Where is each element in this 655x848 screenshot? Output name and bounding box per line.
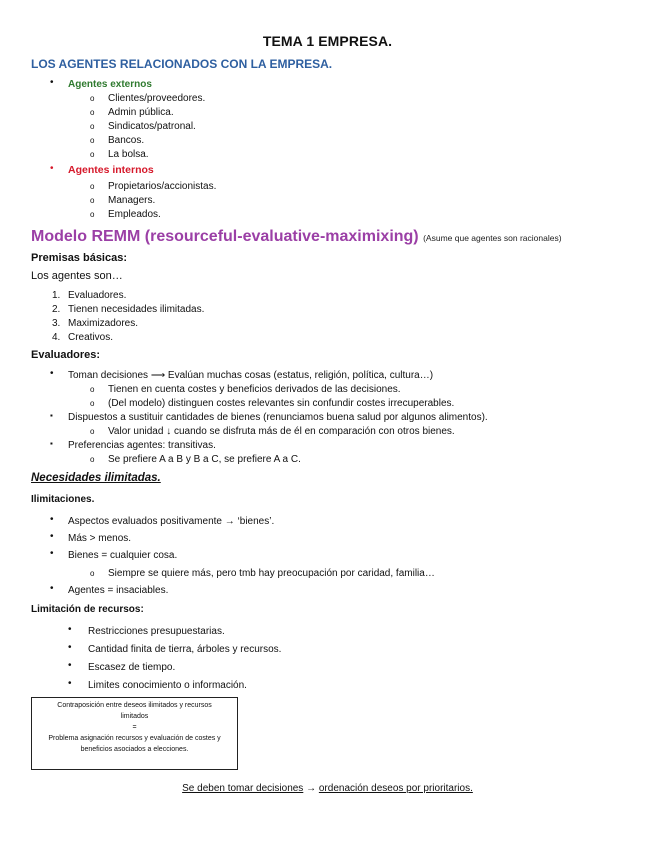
remm-note: (Asume que agentes son racionales) (423, 233, 562, 243)
circle-bullet: o (90, 182, 95, 191)
necesidades-b3-sub: Siempre se quiere más, pero tmb hay preocupación por caridad, familia… (108, 568, 435, 579)
remm-heading (31, 228, 562, 246)
circle-bullet: o (90, 122, 95, 131)
evaluadores-b1-sub: (Del modelo) distinguen costes relevantes sin confundir costes irrecuperables. (108, 398, 455, 409)
evaluadores-b1: Toman decisiones ⟶ Evalúan muchas cosas (estatus, religión, política, cultura…) (68, 370, 434, 381)
bullet-dot: • (68, 642, 72, 653)
summary-box (31, 697, 238, 770)
evaluadores-b2-sub: Valor unidad ↓ cuando se disfruta más de él en comparación con otros bienes. (108, 426, 455, 437)
remm-title: Modelo REMM (resourceful-evaluative-maximixing) (31, 228, 419, 245)
premisa-num: 4. (52, 332, 61, 343)
circle-bullet: o (90, 385, 95, 394)
arrow-icon: → (306, 783, 317, 794)
externos-item: Sindicatos/patronal. (108, 121, 196, 132)
externos-item: Bancos. (108, 135, 145, 146)
evaluadores-b3-sub: Se prefiere A a B y B a C, se prefiere A a C. (108, 454, 301, 465)
evaluadores-b3: Preferencias agentes: transitivas. (68, 440, 216, 451)
conclusion-part2: ordenación deseos por prioritarios. (318, 783, 473, 794)
bullet-dot: • (50, 583, 54, 594)
limitacion-item: Cantidad finita de tierra, árboles y recursos. (88, 644, 282, 655)
box-line: limitados (120, 713, 149, 720)
box-line: Problema asignación recursos y evaluación de costes y (48, 735, 221, 742)
premisa-text: Maximizadores. (68, 318, 139, 329)
circle-bullet: o (90, 399, 95, 408)
bullet-dot: • (50, 548, 54, 559)
premisa-text: Creativos. (68, 332, 114, 343)
necesidades-b4: Agentes = insaciables. (68, 585, 169, 596)
internos-item: Managers. (108, 195, 156, 206)
ilimitaciones-heading: Ilimitaciones. (31, 494, 95, 505)
necesidades-b2: Más > menos. (68, 533, 132, 544)
circle-bullet: o (90, 108, 95, 117)
square-bullet: ▪ (50, 411, 53, 420)
bullet-dot: • (68, 660, 72, 671)
square-bullet: ▪ (50, 439, 53, 448)
premisa-num: 1. (52, 290, 61, 301)
circle-bullet: o (90, 569, 95, 578)
box-line: = (132, 724, 137, 731)
necesidades-b1: Aspectos evaluados positivamente → ‘bienes’. (68, 516, 275, 527)
bullet-dot: • (68, 624, 72, 635)
externos-item: La bolsa. (108, 149, 149, 160)
limitacion-item: Escasez de tiempo. (88, 662, 176, 673)
internos-item: Empleados. (108, 209, 161, 220)
externos-item: Admin pública. (108, 107, 174, 118)
circle-bullet: o (90, 455, 95, 464)
necesidades-heading: Necesidades ilimitadas. (31, 472, 161, 484)
bullet-dot: • (50, 531, 54, 542)
evaluadores-b1-sub: Tienen en cuenta costes y beneficios derivados de las decisiones. (108, 384, 401, 395)
evaluadores-b2: Dispuestos a sustituir cantidades de bienes (renunciamos buena salud por algunos alimentos). (68, 412, 488, 423)
page-title: TEMA 1 EMPRESA. (262, 33, 393, 49)
conclusion-part1: Se deben tomar decisiones (182, 783, 304, 794)
circle-bullet: o (90, 210, 95, 219)
bullet-dot: • (50, 77, 54, 88)
bullet-dot: • (50, 368, 54, 379)
limitacion-item: Limites conocimiento o información. (88, 680, 247, 691)
externos-item: Clientes/proveedores. (108, 93, 206, 104)
premisas-intro: Los agentes son… (31, 270, 123, 282)
evaluadores-heading: Evaluadores: (31, 349, 101, 361)
limitacion-heading: Limitación de recursos: (31, 604, 144, 615)
box-line: beneficios asociados a elecciones. (80, 746, 189, 753)
limitacion-item: Restricciones presupuestarias. (88, 626, 225, 637)
necesidades-b3: Bienes = cualquier cosa. (68, 550, 178, 561)
circle-bullet: o (90, 150, 95, 159)
circle-bullet: o (90, 196, 95, 205)
circle-bullet: o (90, 94, 95, 103)
premisa-text: Evaluadores. (68, 290, 127, 301)
premisas-heading: Premisas básicas: (31, 252, 128, 264)
bullet-dot: • (50, 514, 54, 525)
bullet-dot: • (68, 678, 72, 689)
internos-item: Propietarios/accionistas. (108, 181, 217, 192)
box-line: Contraposición entre deseos ilimitados y recursos (57, 702, 212, 709)
premisa-num: 2. (52, 304, 61, 315)
agentes-heading: LOS AGENTES RELACIONADOS CON LA EMPRESA. (31, 57, 333, 71)
premisa-num: 3. (52, 318, 61, 329)
internos-label: Agentes internos (68, 164, 154, 176)
circle-bullet: o (90, 136, 95, 145)
conclusion (0, 783, 655, 794)
bullet-dot: • (50, 163, 54, 174)
externos-label: Agentes externos (68, 79, 152, 90)
premisa-text: Tienen necesidades ilimitadas. (68, 304, 205, 315)
circle-bullet: o (90, 427, 95, 436)
